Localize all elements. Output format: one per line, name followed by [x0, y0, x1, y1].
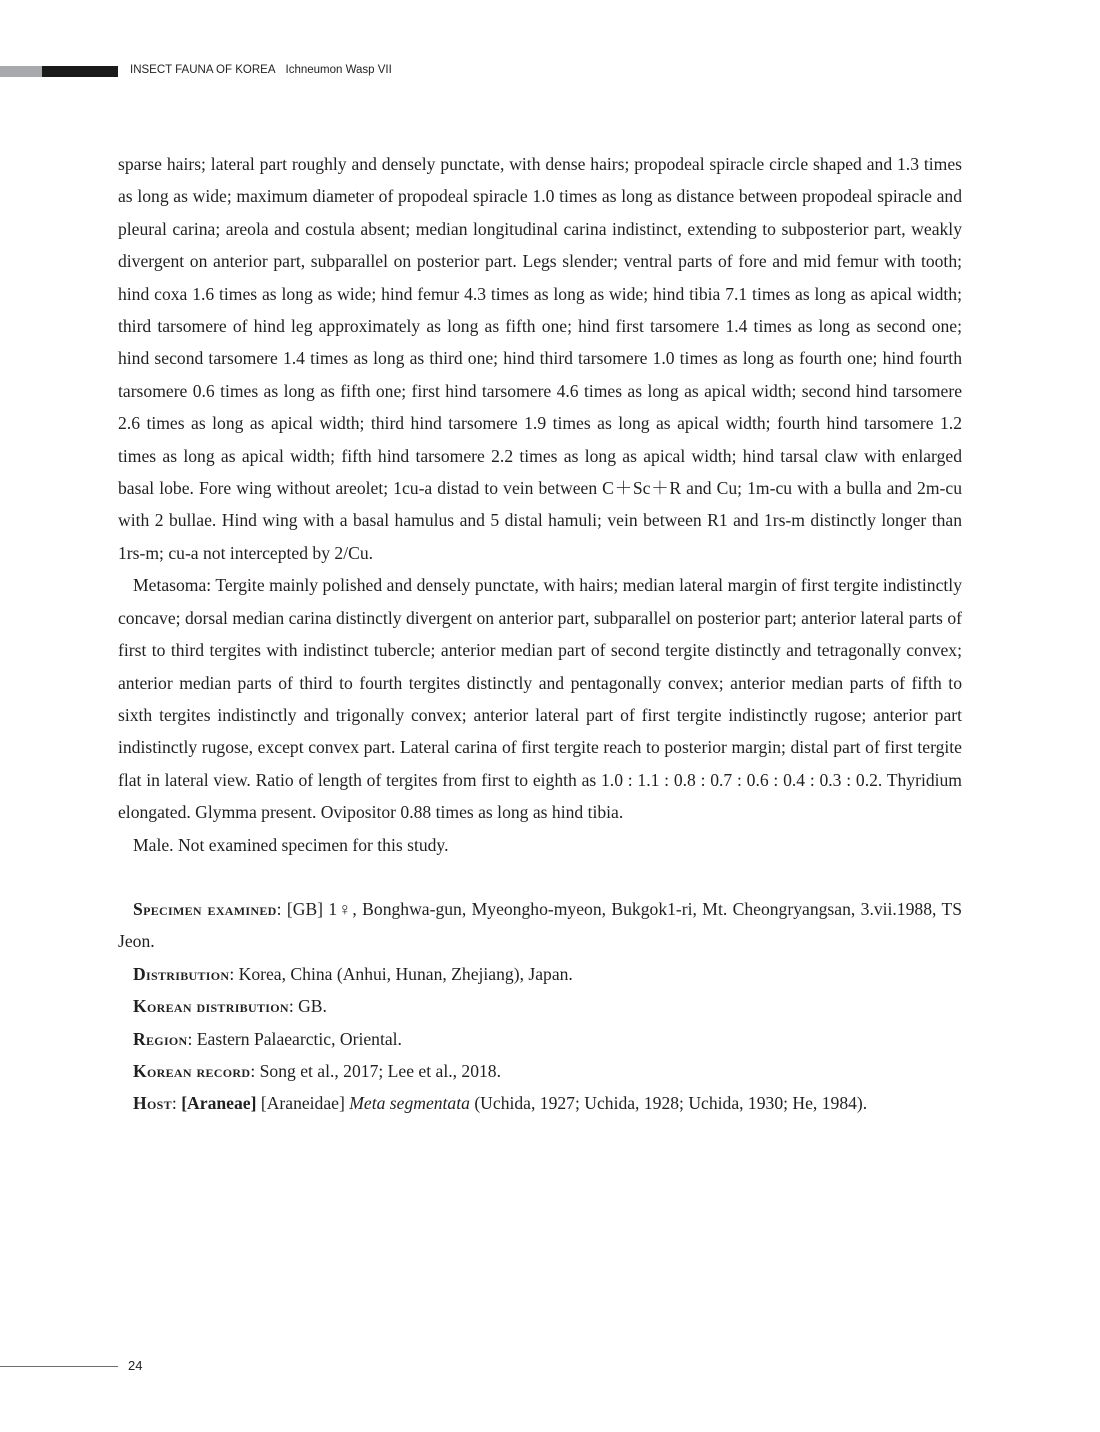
host-species: Meta segmentata: [349, 1093, 470, 1114]
distribution-text: : Korea, China (Anhui, Hunan, Zhejiang), Japan.: [229, 963, 573, 984]
main-text: [118, 148, 962, 1120]
page-number: 24: [128, 1358, 143, 1373]
korean-record-label: Korean record: [133, 1060, 251, 1081]
header-black-bar: [42, 66, 118, 77]
section-gap: [118, 861, 962, 893]
specimen-examined: [118, 893, 962, 958]
host-label: Host: [133, 1093, 172, 1114]
region-label: Region: [133, 1028, 188, 1049]
korean-record: [118, 1055, 962, 1087]
paragraph-propodeum-legs-wings: sparse hairs; lateral part roughly and densely punctate, with dense hairs; propodeal spiracle circle shaped and 1.3 times as long as wide; maximum diameter of propodeal spiracle 1.0 times as long as distance between propodeal spiracle and pleural carina; areola and costula absent; median longitudinal carina indistinct, extending to subposterior part, weakly divergent on anterior part, subparallel on posterior part. Legs slender; ventral parts of fore and mid femur with tooth; hind coxa 1.6 times as long as wide; hind femur 4.3 times as long as wide; hind tibia 7.1 times as long as apical width; third tarsomere of hind leg approximately as long as fifth one; hind first tarsomere 1.4 times as long as second one; hind second tarsomere 1.4 times as long as third one; hind third tarsomere 1.0 times as long as fourth one; hind fourth tarsomere 0.6 times as long as fifth one; first hind tarsomere 4.6 times as long as apical width; second hind tarsomere 2.6 times as long as apical width; third hind tarsomere 1.9 times as long as apical width; fourth hind tarsomere 1.2 times as long as apical width; fifth hind tarsomere 2.2 times as long as apical width; hind tarsal claw with enlarged basal lobe. Fore wing without areolet; 1cu-a distad to vein between C＋Sc＋R and Cu; 1m-cu with a bulla and 2m-cu with 2 bullae. Hind wing with a basal hamulus and 5 distal hamuli; vein between R1 and 1rs-m distinctly longer than 1rs-m; cu-a not intercepted by 2/Cu.: [118, 154, 962, 563]
footer-rule: [0, 1366, 118, 1367]
specimen-examined-text: : [GB] 1♀, Bonghwa-gun, Myeongho-myeon, Bukgok1-ri, Mt. Cheongryangsan, 3.vii.1988, TS Jeon.: [118, 898, 962, 952]
korean-distribution: [118, 990, 962, 1022]
running-header: [130, 64, 392, 76]
host-colon: :: [171, 1093, 182, 1114]
region: [118, 1023, 962, 1055]
host: [118, 1087, 962, 1119]
header-gray-bar: [0, 66, 42, 77]
distribution: [118, 958, 962, 990]
region-text: : Eastern Palaearctic, Oriental.: [187, 1028, 402, 1049]
korean-distribution-text: : GB.: [288, 996, 327, 1017]
paragraph-male: Male. Not examined specimen for this study.: [133, 834, 449, 855]
volume-title: Ichneumon Wasp VII: [285, 64, 392, 76]
specimen-examined-label: Specimen examined: [133, 898, 277, 919]
distribution-label: Distribution: [133, 963, 230, 984]
host-family: [Araneidae]: [256, 1093, 350, 1114]
korean-distribution-label: Korean distribution: [133, 996, 289, 1017]
series-title: INSECT FAUNA OF KOREA: [130, 64, 276, 76]
paragraph-metasoma: Metasoma: Tergite mainly polished and densely punctate, with hairs; median lateral margin of first tergite indistinctly concave; dorsal median carina distinctly divergent on anterior part, subparallel on posterior part; anterior lateral parts of first to third tergites with indistinct tubercle; anterior median part of second tergite distinctly and tetragonally convex; anterior median parts of third to fourth tergites distinctly and pentagonally convex; anterior median parts of fifth to sixth tergites indistinctly and trigonally convex; anterior lateral part of first tergite indistinctly rugose; anterior part indistinctly rugose, except convex part. Lateral carina of first tergite reach to posterior margin; distal part of first tergite flat in lateral view. Ratio of length of tergites from first to eighth as 1.0 : 1.1 : 0.8 : 0.7 : 0.6 : 0.4 : 0.3 : 0.2. Thyridium elongated. Glymma present. Ovipositor 0.88 times as long as hind tibia.: [118, 575, 962, 823]
host-order: [Araneae]: [181, 1093, 257, 1114]
korean-record-text: : Song et al., 2017; Lee et al., 2018.: [250, 1060, 501, 1081]
host-references: (Uchida, 1927; Uchida, 1928; Uchida, 1930; He, 1984).: [469, 1093, 868, 1114]
